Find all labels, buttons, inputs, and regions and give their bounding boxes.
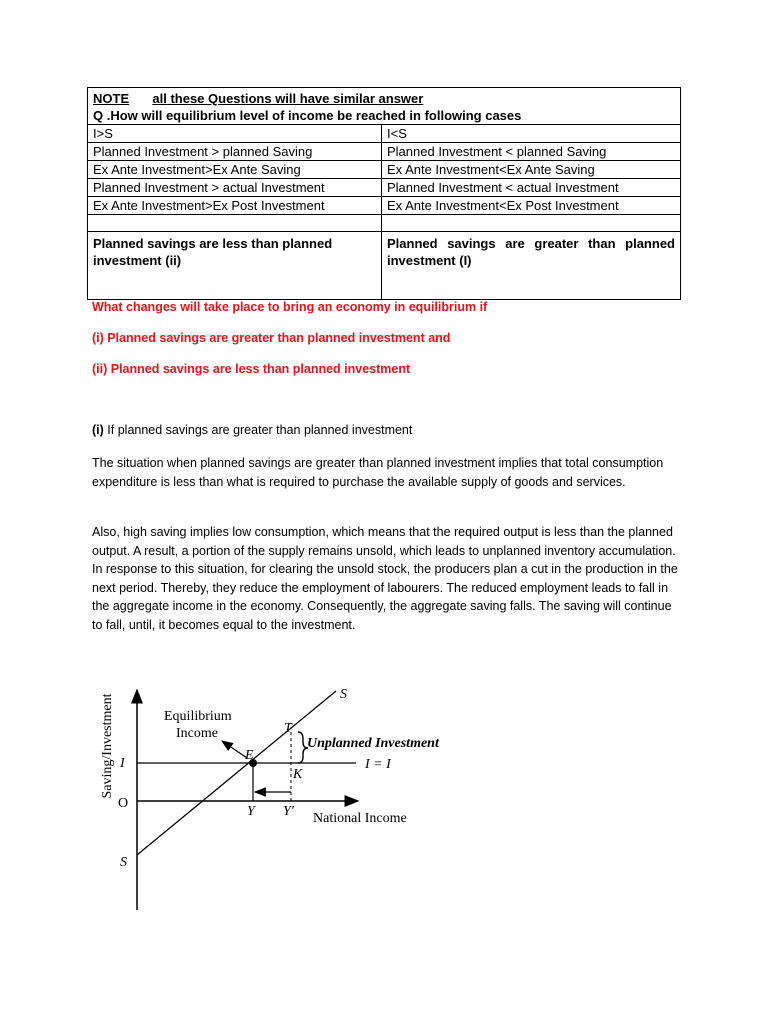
point-y-label: Y	[247, 804, 255, 819]
section-heading-text: If planned savings are greater than planned investment	[107, 423, 413, 437]
section-heading	[92, 423, 412, 437]
table-cell-right: Planned Investment < actual Investment	[382, 179, 681, 197]
note-label: NOTE	[93, 91, 130, 106]
investment-line-label: I = I	[365, 757, 391, 772]
left-header: I>S	[88, 125, 382, 143]
table-cell-left: Ex Ante Investment>Ex Post Investment	[88, 197, 382, 215]
note-text: all these Questions will have similar answer	[152, 91, 424, 106]
point-k-label: K	[293, 767, 303, 782]
origin-label: O	[118, 796, 129, 811]
empty-cell	[88, 215, 382, 232]
paragraph-1: The situation when planned savings are greater than planned investment implies that total consumption expenditure is less than what is required to purchase the available supply of goods and services.	[92, 456, 664, 489]
equilibrium-label-2: Income	[176, 726, 218, 741]
left-conclusion	[88, 232, 382, 300]
table-cell-right: Ex Ante Investment<Ex Post Investment	[382, 197, 681, 215]
question-intro: What changes will take place to bring an economy in equilibrium if	[92, 300, 488, 314]
equilibrium-label-1: Equilibrium	[164, 709, 232, 724]
y-axis-label: Saving/Investment	[100, 693, 115, 799]
section-number: (i)	[92, 423, 104, 437]
question-case-i: (i) Planned savings are greater than planned investment and	[92, 331, 451, 345]
saving-investment-diagram	[80, 670, 440, 920]
gap-label: Unplanned Investment	[307, 736, 439, 751]
point-t-label: T	[284, 721, 292, 736]
table-cell-right: Planned Investment < planned Saving	[382, 143, 681, 161]
table-question: Q .How will equilibrium level of income be reached in following cases	[93, 108, 522, 123]
right-conclusion-line1: Planned savings are greater than planned	[387, 236, 675, 251]
table-title-cell	[88, 88, 681, 125]
saving-label-bottom: S	[120, 855, 127, 870]
table-cell-left: Planned Investment > actual Investment	[88, 179, 382, 197]
cases-table	[87, 87, 681, 300]
x-axis-label: National Income	[313, 811, 407, 826]
table-cell-left: Ex Ante Investment>Ex Ante Saving	[88, 161, 382, 179]
investment-level-label: I	[120, 756, 125, 771]
paragraph-2: Also, high saving implies low consumption, which means that the required output is less than the planned output. A result, a portion of the supply remains unsold, which leads to unplanned inventory accumulation. In response to this situation, for clearing the unsold stock, the producers plan a cut in the production in the next period. Thereby, they reduce the employment of labourers. The reduced employment leads to fall in the aggregate income in the economy. Consequently, the aggregate saving falls. The saving will continue to fall, until, it becomes equal to the investment.	[92, 525, 678, 632]
left-conclusion-line1: Planned savings are less than planned	[93, 236, 333, 251]
right-header: I<S	[382, 125, 681, 143]
right-conclusion-line2: investment (I)	[387, 253, 472, 268]
table-cell-left: Planned Investment > planned Saving	[88, 143, 382, 161]
question-case-ii: (ii) Planned savings are less than planned investment	[92, 362, 411, 376]
point-y-prime-label: Y'	[283, 804, 294, 819]
right-conclusion	[382, 232, 681, 300]
table-cell-right: Ex Ante Investment<Ex Ante Saving	[382, 161, 681, 179]
left-conclusion-line2: investment (ii)	[93, 253, 182, 268]
equilibrium-pointer-arrow	[222, 741, 247, 758]
point-e-label: E	[245, 748, 254, 763]
saving-label-top: S	[340, 687, 347, 702]
empty-cell	[382, 215, 681, 232]
